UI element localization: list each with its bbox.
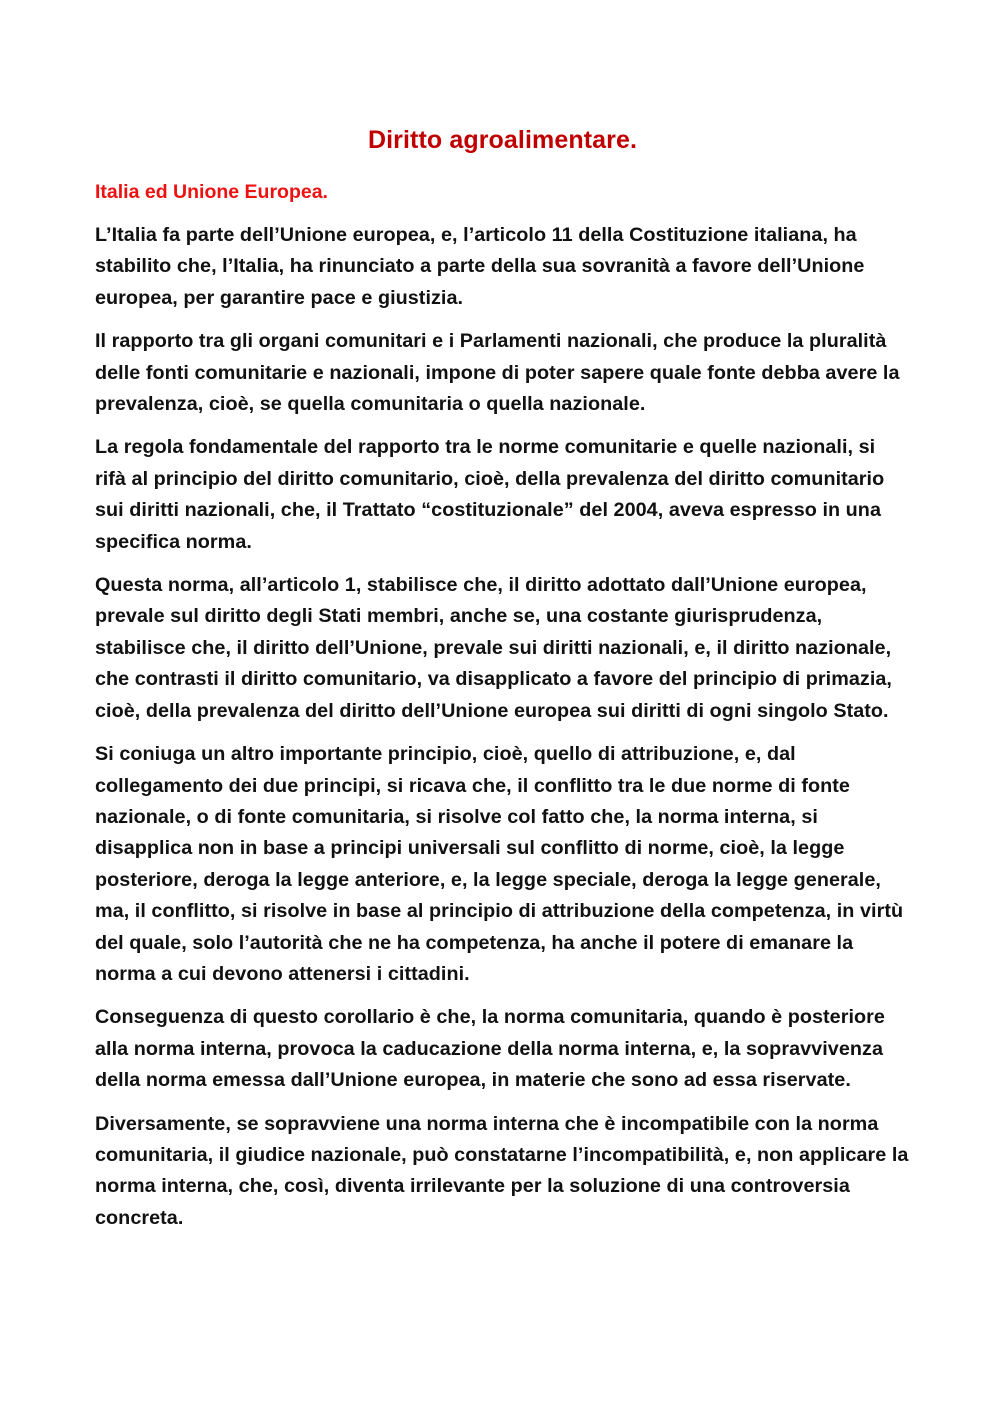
paragraph-rapporto-organi: Il rapporto tra gli organi comunitari e i Parlamenti nazionali, che produce la pluralità delle fonti comunitarie e nazionali, impone di poter sapere quale fonte debba avere la prevalenza, cioè, se quella comunitaria o quella nazionale. — [95, 330, 900, 416]
section-heading: Italia ed Unione Europea. — [95, 181, 328, 203]
paragraph-articolo-1: Questa norma, all’articolo 1, stabilisce che, il diritto adottato dall’Unione europea, prevale sul diritto degli Stati membri, anche se, una costante giurisprudenza, stabilisce che, il diritto dell’Unione, prevale sui diritti nazionali, e, il diritto nazionale, che contrasti il diritto comunitario, va disapplicato a favore del principio di primazia, cioè, della prevalenza del diritto dell’Unione europea sui diritti di ogni singolo Stato. — [95, 574, 892, 722]
paragraph-regola-fondamentale: La regola fondamentale del rapporto tra le norme comunitarie e quelle nazionali, si rifà al principio del diritto comunitario, cioè, della prevalenza del diritto comunitario sui diritti nazionali, che, il Trattato “costituzionale” del 2004, aveva espresso in una specifica norma. — [95, 436, 885, 553]
paragraph-costituzione: L’Italia fa parte dell’Unione europea, e, l’articolo 11 della Costituzione italiana, ha stabilito che, l’Italia, ha rinunciato a parte della sua sovranità a favore dell’Unione europea, per garantire pace e giustizia. — [95, 224, 865, 309]
paragraph-diversamente: Diversamente, se sopravviene una norma interna che è incompatibile con la norma comunitaria, il giudice nazionale, può constatarne l’incompatibilità, e, non applicare la norma interna, che, così, diventa irrilevante per la soluzione di una controversia concreta. — [95, 1112, 909, 1229]
paragraph-conseguenza: Conseguenza di questo corollario è che, la norma comunitaria, quando è posteriore alla norma interna, provoca la caducazione della norma interna, e, la sopravvivenza della norma emessa dall’Unione europea, in materie che sono ad essa riservate. — [95, 1006, 885, 1092]
document-title: Diritto agroalimentare. — [367, 126, 638, 154]
document-body — [95, 118, 910, 1246]
paragraph-principio-attribuzione: Si coniuga un altro importante principio, cioè, quello di attribuzione, e, dal collegamento dei due principi, si ricava che, il conflitto tra le due norme di fonte nazionale, o di fonte comunitaria, si risolve col fatto che, la norma interna, si disapplica non in base a principi universali sul conflitto di norme, cioè, la legge posteriore, deroga la legge anteriore, e, la legge speciale, deroga la legge generale, ma, il conflitto, si risolve in base al principio di attribuzione della competenza, in virtù del quale, solo l’autorità che ne ha competenza, ha anche il potere di emanare la norma a cui devono attenersi i cittadini. — [95, 743, 904, 985]
